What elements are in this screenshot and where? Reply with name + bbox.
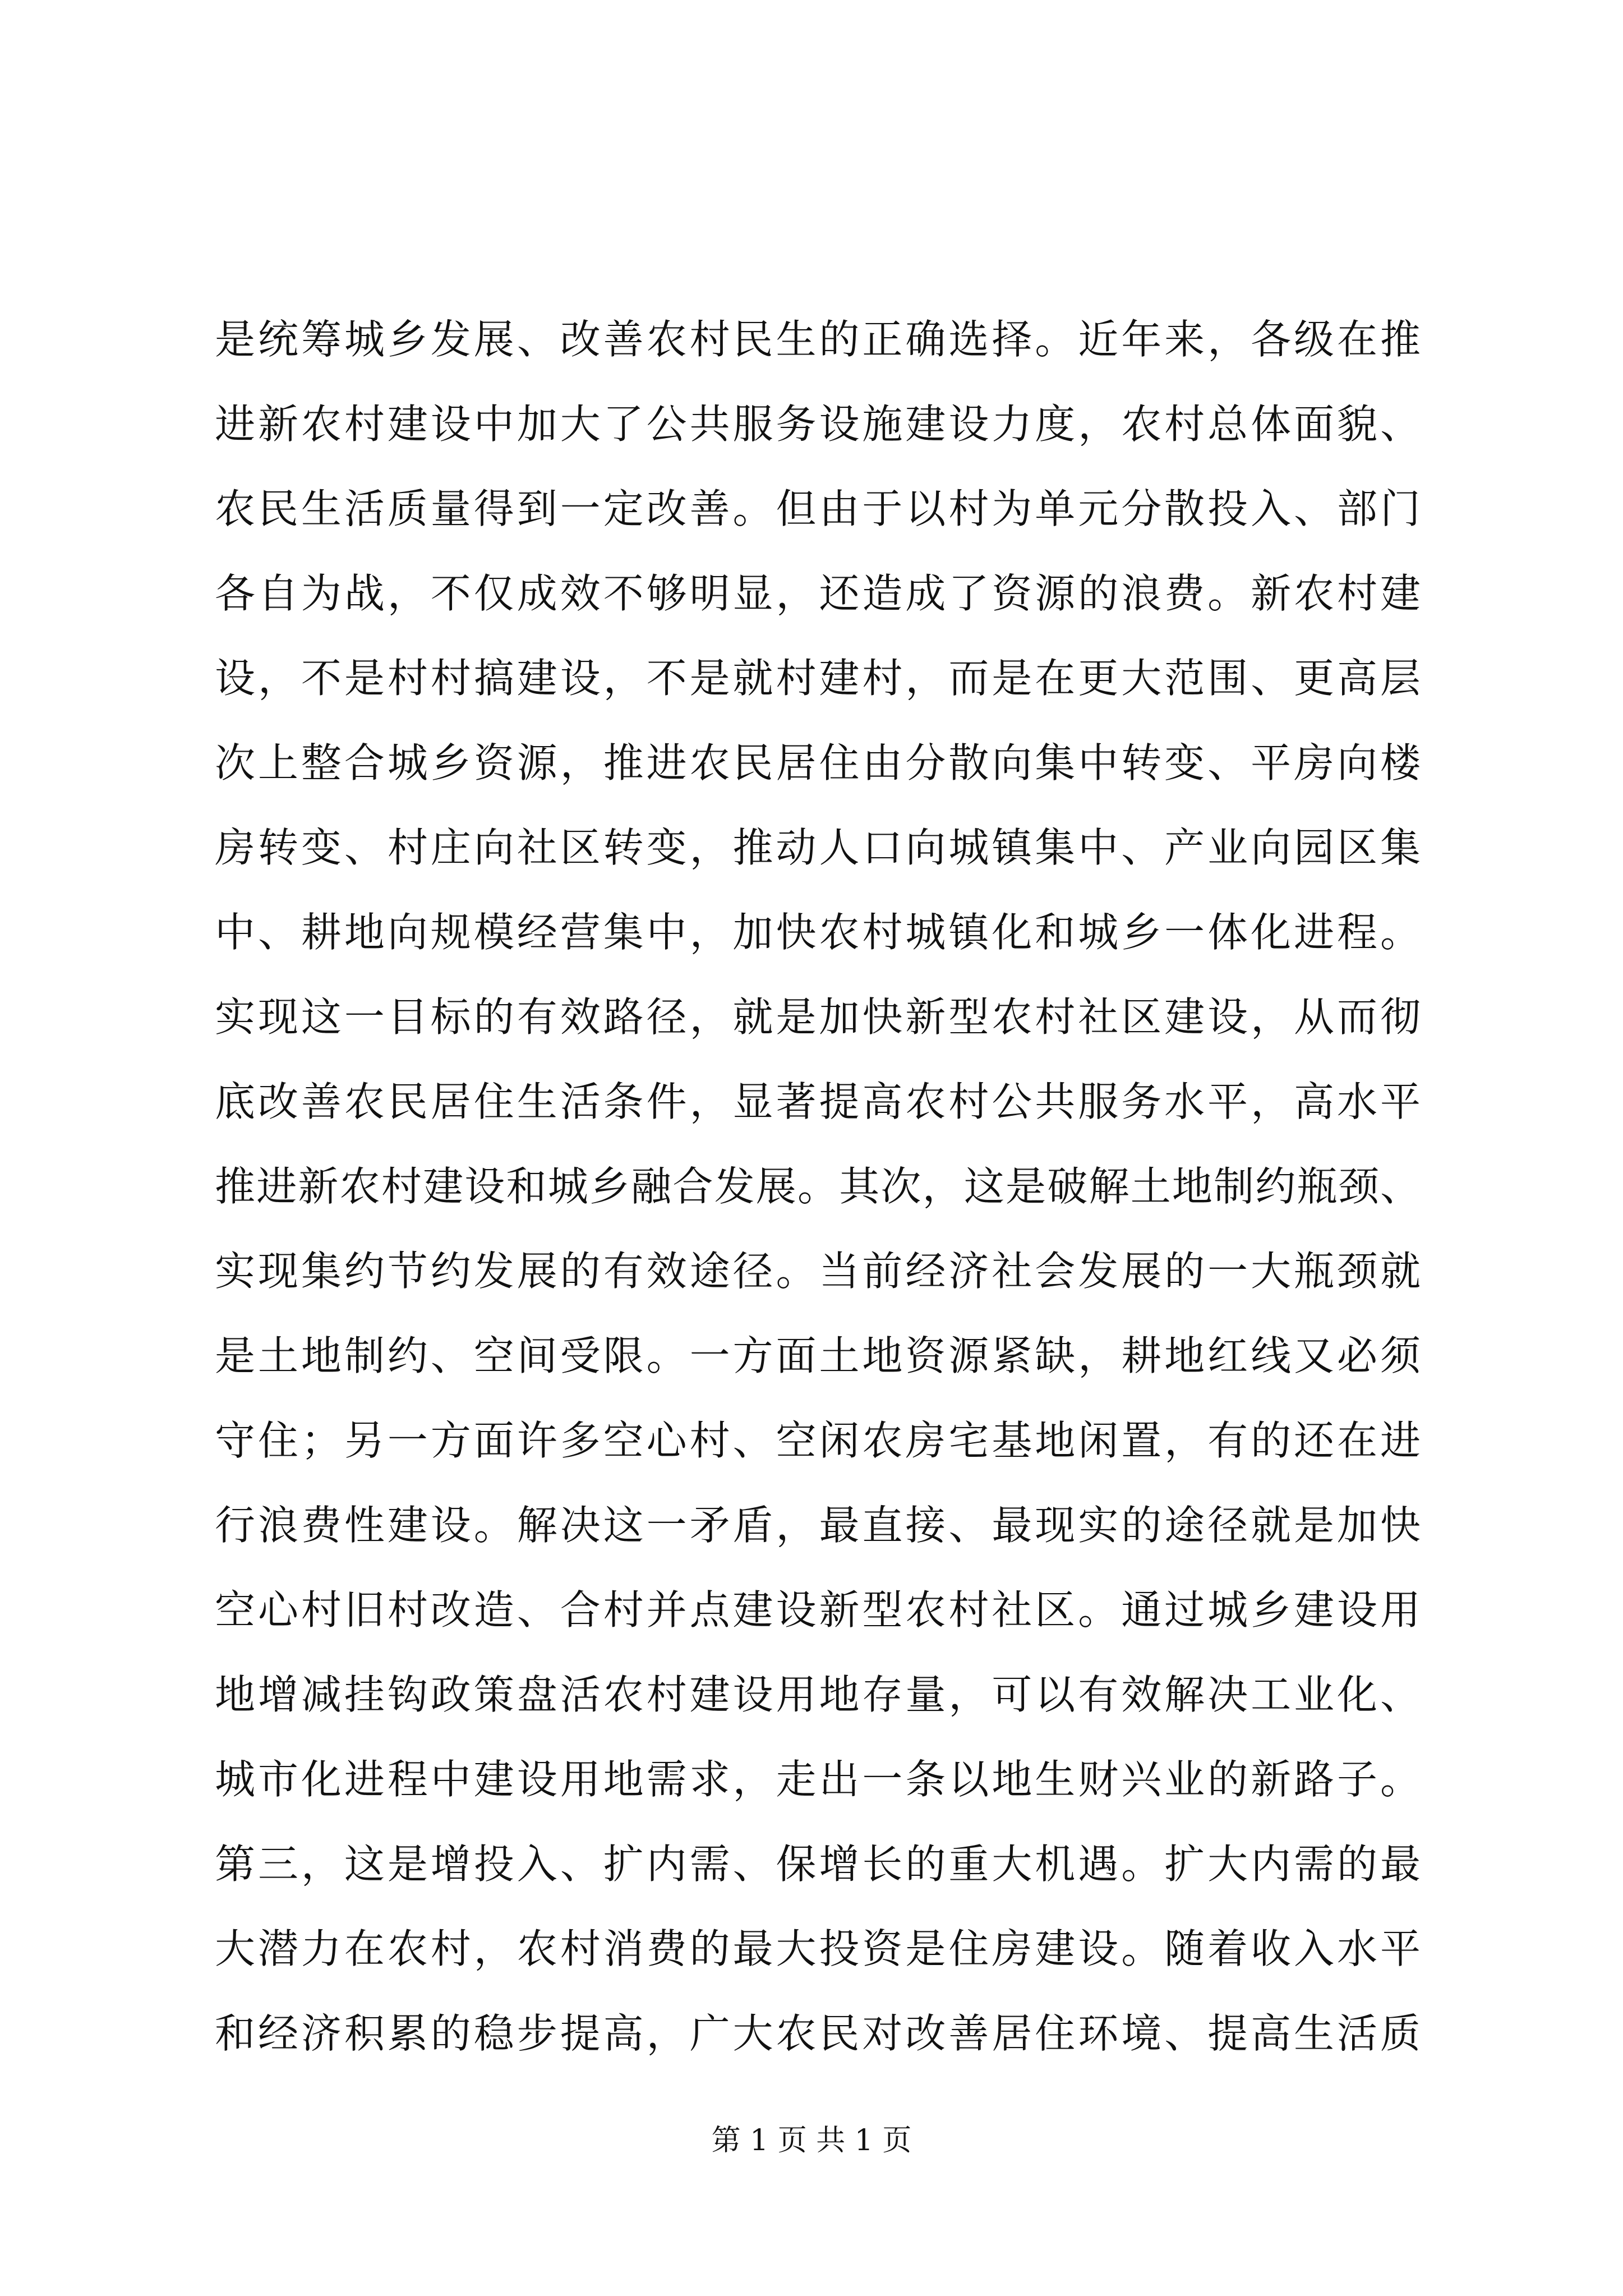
text-line: 第三，这是增投入、扩内需、保增长的重大机遇。扩大内需的最 xyxy=(215,1841,1421,1888)
text-line: 和经济积累的稳步提高，广大农民对改善居住环境、提高生活质 xyxy=(215,2010,1421,2057)
text-line: 行浪费性建设。解决这一矛盾，最直接、最现实的途径就是加快 xyxy=(215,1502,1421,1549)
text-line: 空心村旧村改造、合村并点建设新型农村社区。通过城乡建设用 xyxy=(215,1586,1421,1634)
text-line: 实现集约节约发展的有效途径。当前经济社会发展的一大瓶颈就 xyxy=(215,1248,1421,1295)
text-line: 设，不是村村搞建设，不是就村建村，而是在更大范围、更高层 xyxy=(215,655,1421,702)
body-paragraph xyxy=(215,297,1421,2076)
text-line: 次上整合城乡资源，推进农民居住由分散向集中转变、平房向楼 xyxy=(215,739,1421,786)
page-footer: 第 1 页 共 1 页 xyxy=(711,2124,912,2157)
text-line: 大潜力在农村，农村消费的最大投资是住房建设。随着收入水平 xyxy=(215,1925,1421,1972)
text-line: 中、耕地向规模经营集中，加快农村城镇化和城乡一体化进程。 xyxy=(215,909,1421,956)
text-line: 各自为战，不仅成效不够明显，还造成了资源的浪费。新农村建 xyxy=(215,570,1421,617)
text-line: 守住；另一方面许多空心村、空闲农房宅基地闲置，有的还在进 xyxy=(215,1417,1421,1464)
text-line: 房转变、村庄向社区转变，推动人口向城镇集中、产业向园区集 xyxy=(215,824,1421,871)
text-line: 是统筹城乡发展、改善农村民生的正确选择。近年来，各级在推 xyxy=(215,316,1421,363)
text-line: 底改善农民居住生活条件，显著提高农村公共服务水平，高水平 xyxy=(215,1078,1421,1125)
text-line: 农民生活质量得到一定改善。但由于以村为单元分散投入、部门 xyxy=(215,485,1421,532)
text-line: 推进新农村建设和城乡融合发展。其次，这是破解土地制约瓶颈、 xyxy=(215,1163,1421,1210)
text-line: 是土地制约、空间受限。一方面土地资源紧缺，耕地红线又必须 xyxy=(215,1332,1421,1379)
text-line: 城市化进程中建设用地需求，走出一条以地生财兴业的新路子。 xyxy=(215,1756,1421,1803)
text-line: 进新农村建设中加大了公共服务设施建设力度，农村总体面貌、 xyxy=(215,401,1421,448)
text-line: 地增减挂钩政策盘活农村建设用地存量，可以有效解决工业化、 xyxy=(215,1671,1421,1718)
text-line: 实现这一目标的有效路径，就是加快新型农村社区建设，从而彻 xyxy=(215,993,1421,1041)
